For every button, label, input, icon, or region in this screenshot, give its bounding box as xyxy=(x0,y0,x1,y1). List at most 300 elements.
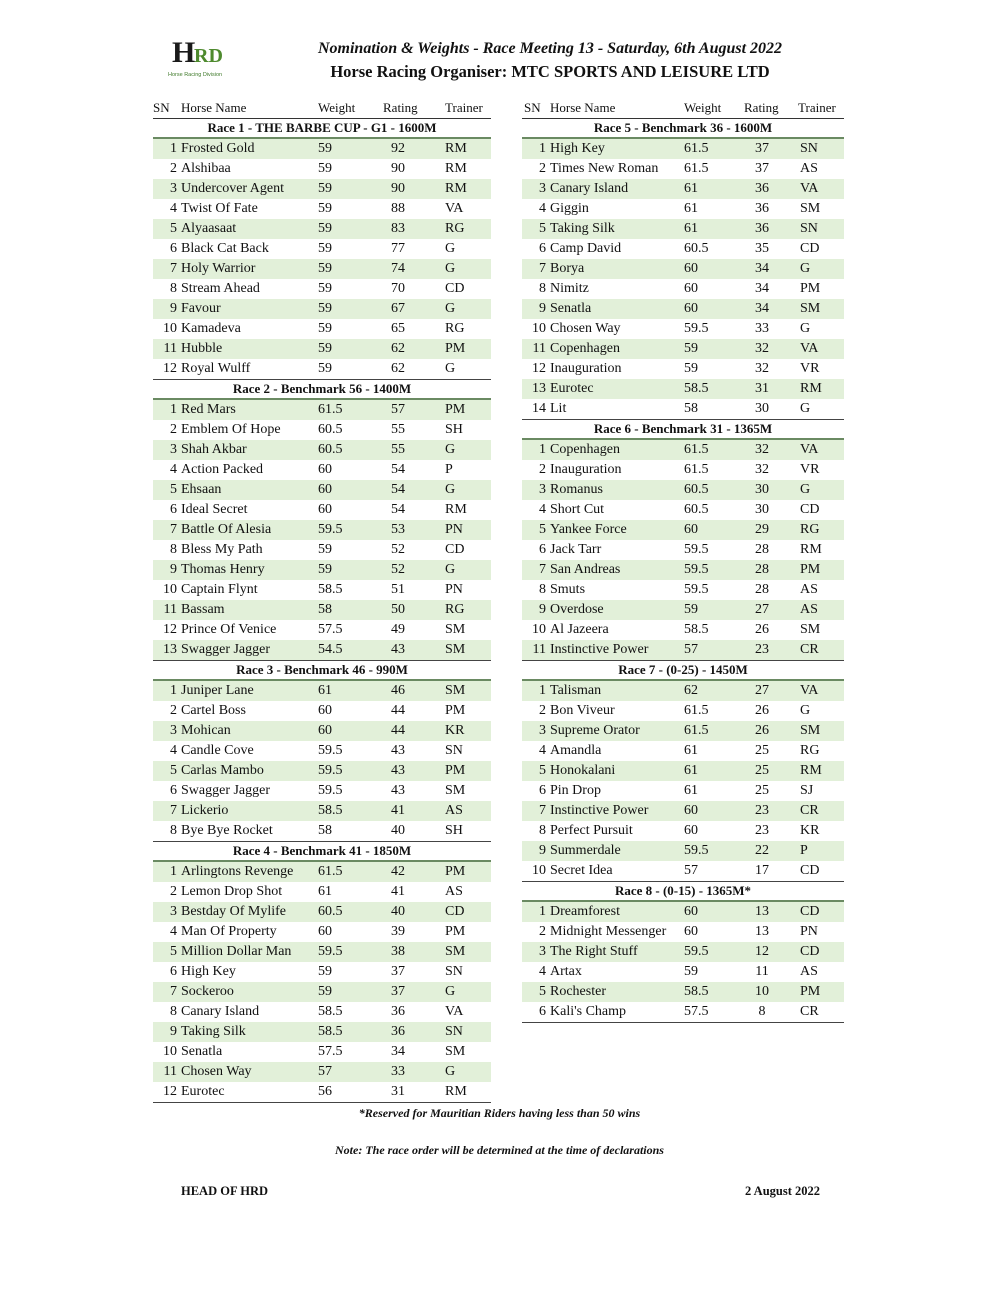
horse-name: Artax xyxy=(550,964,582,979)
rating: 92 xyxy=(391,141,405,156)
col-weight: Weight xyxy=(318,100,356,115)
rating: 40 xyxy=(391,823,405,838)
rating: 26 xyxy=(755,723,769,738)
rating: 31 xyxy=(391,1084,405,1099)
horse-name: Perfect Pursuit xyxy=(550,823,633,838)
runner-sn: 8 xyxy=(170,281,177,296)
runner-sn: 2 xyxy=(170,884,177,899)
trainer: SM xyxy=(800,301,821,316)
table-row xyxy=(153,922,491,942)
trainer: SH xyxy=(445,823,463,838)
horse-name: Bye Bye Rocket xyxy=(181,823,273,838)
logo-subtitle: Horse Racing Division xyxy=(168,72,223,78)
column-header xyxy=(153,98,491,119)
table-row xyxy=(153,259,491,279)
trainer: G xyxy=(800,482,811,497)
table-row xyxy=(522,1002,844,1023)
rating: 28 xyxy=(755,582,769,597)
horse-name: Black Cat Back xyxy=(181,241,269,256)
horse-name: Inauguration xyxy=(550,361,622,376)
runner-sn: 7 xyxy=(170,522,177,537)
rating: 37 xyxy=(755,141,769,156)
weight: 59 xyxy=(318,241,332,256)
rating: 54 xyxy=(391,462,405,477)
trainer: AS xyxy=(800,161,818,176)
trainer: SN xyxy=(445,1024,463,1039)
trainer: RM xyxy=(445,1084,467,1099)
table-row xyxy=(153,620,491,640)
table-row xyxy=(153,520,491,540)
table-row xyxy=(522,781,844,801)
rating: 25 xyxy=(755,783,769,798)
rating: 32 xyxy=(755,361,769,376)
horse-name: Eurotec xyxy=(550,381,594,396)
horse-name: The Right Stuff xyxy=(550,944,638,959)
runner-sn: 4 xyxy=(170,462,177,477)
runner-sn: 1 xyxy=(170,864,177,879)
weight: 58.5 xyxy=(684,622,709,637)
table-row xyxy=(153,821,491,842)
runner-sn: 12 xyxy=(163,622,177,637)
trainer: PM xyxy=(800,984,821,999)
rating: 8 xyxy=(758,1004,766,1019)
rating: 62 xyxy=(391,361,405,376)
runner-sn: 2 xyxy=(539,161,546,176)
table-row xyxy=(153,460,491,480)
rating: 25 xyxy=(755,763,769,778)
runner-sn: 1 xyxy=(170,683,177,698)
trainer: G xyxy=(800,321,811,336)
runner-sn: 8 xyxy=(539,823,546,838)
trainer: PN xyxy=(445,582,463,597)
trainer: RG xyxy=(800,743,820,758)
runner-sn: 2 xyxy=(170,422,177,437)
weight: 59.5 xyxy=(318,522,343,537)
weight: 59.5 xyxy=(318,743,343,758)
table-row xyxy=(153,199,491,219)
document-title: Nomination & Weights - Race Meeting 13 - Saturday, 6th August 2022 xyxy=(317,40,783,57)
horse-name: Canary Island xyxy=(181,1004,260,1019)
trainer: SN xyxy=(800,221,818,236)
weight: 60.5 xyxy=(318,904,343,919)
weight: 57 xyxy=(684,863,698,878)
horse-name: Bon Viveur xyxy=(550,703,615,718)
weight: 59 xyxy=(318,221,332,236)
table-row xyxy=(153,1022,491,1042)
horse-name: Talisman xyxy=(550,683,602,698)
runner-sn: 11 xyxy=(532,341,546,356)
table-row xyxy=(522,460,844,480)
runner-sn: 10 xyxy=(532,321,546,336)
horse-name: Amandla xyxy=(550,743,602,758)
table-row xyxy=(153,480,491,500)
race-order-note: Note: The race order will be determined at the time of declarations xyxy=(335,1143,664,1157)
rating: 57 xyxy=(391,402,405,417)
rating: 52 xyxy=(391,542,405,557)
table-row xyxy=(522,741,844,761)
rating: 30 xyxy=(755,502,769,517)
horse-name: Taking Silk xyxy=(550,221,615,236)
trainer: SM xyxy=(445,1044,466,1059)
rating: 34 xyxy=(755,261,769,276)
weight: 59 xyxy=(318,341,332,356)
weight: 62 xyxy=(684,683,698,698)
runner-sn: 5 xyxy=(170,221,177,236)
rating: 37 xyxy=(391,984,405,999)
document-date: 2 August 2022 xyxy=(745,1184,821,1198)
runner-sn: 4 xyxy=(539,201,546,216)
horse-name: Arlingtons Revenge xyxy=(181,864,294,879)
table-row xyxy=(522,259,844,279)
trainer: G xyxy=(445,1064,456,1079)
weight: 60 xyxy=(684,924,698,939)
weight: 59.5 xyxy=(318,783,343,798)
rating: 67 xyxy=(391,301,405,316)
col-rating: Rating xyxy=(383,100,418,115)
horse-name: Candle Cove xyxy=(181,743,254,758)
trainer: G xyxy=(445,241,456,256)
horse-name: Red Mars xyxy=(181,402,236,417)
horse-name: Chosen Way xyxy=(181,1064,252,1079)
col-trainer: Trainer xyxy=(445,100,483,115)
weight: 61.5 xyxy=(684,703,709,718)
runner-sn: 2 xyxy=(539,703,546,718)
horse-name: High Key xyxy=(550,141,605,156)
trainer: VA xyxy=(800,341,819,356)
horse-name: Cartel Boss xyxy=(181,703,246,718)
weight: 60.5 xyxy=(684,482,709,497)
table-row xyxy=(153,761,491,781)
trainer: G xyxy=(445,301,456,316)
rating: 30 xyxy=(755,401,769,416)
rating: 34 xyxy=(391,1044,405,1059)
rating: 53 xyxy=(391,522,405,537)
table-row xyxy=(522,982,844,1002)
weight: 54.5 xyxy=(318,642,343,657)
rating: 32 xyxy=(755,341,769,356)
rating: 10 xyxy=(755,984,769,999)
horse-name: Summerdale xyxy=(550,843,621,858)
horse-name: Alshibaa xyxy=(181,161,231,176)
horse-name: Thomas Henry xyxy=(181,562,265,577)
col-sn: SN xyxy=(153,100,170,115)
weight: 61.5 xyxy=(318,864,343,879)
trainer: SH xyxy=(445,422,463,437)
runner-sn: 5 xyxy=(539,522,546,537)
weight: 57.5 xyxy=(318,1044,343,1059)
race-title: Race 2 - Benchmark 56 - 1400M xyxy=(153,380,491,400)
weight: 60 xyxy=(318,502,332,517)
horse-name: Twist Of Fate xyxy=(181,201,258,216)
trainer: KR xyxy=(800,823,820,838)
table-row xyxy=(522,219,844,239)
trainer: RG xyxy=(445,221,465,236)
trainer: KR xyxy=(445,723,465,738)
horse-name: Jack Tarr xyxy=(550,542,602,557)
weight: 61.5 xyxy=(684,462,709,477)
runner-sn: 13 xyxy=(163,642,177,657)
trainer: RM xyxy=(445,502,467,517)
rating: 37 xyxy=(755,161,769,176)
rating: 25 xyxy=(755,743,769,758)
table-row xyxy=(153,400,491,420)
rating: 90 xyxy=(391,161,405,176)
runner-sn: 3 xyxy=(539,944,546,959)
rating: 35 xyxy=(755,241,769,256)
table-row xyxy=(522,580,844,600)
rating: 42 xyxy=(391,864,405,879)
table-row xyxy=(153,299,491,319)
rating: 36 xyxy=(755,181,769,196)
rating: 38 xyxy=(391,944,405,959)
table-row xyxy=(522,841,844,861)
weight: 59.5 xyxy=(684,843,709,858)
weight: 61 xyxy=(318,884,332,899)
runner-sn: 10 xyxy=(532,863,546,878)
horse-name: Bassam xyxy=(181,602,225,617)
horse-name: Battle Of Alesia xyxy=(181,522,272,537)
trainer: G xyxy=(445,482,456,497)
rating: 49 xyxy=(391,622,405,637)
race-title: Race 1 - THE BARBE CUP - G1 - 1600M xyxy=(153,119,491,139)
weight: 57 xyxy=(684,642,698,657)
trainer: RM xyxy=(445,161,467,176)
runner-sn: 5 xyxy=(170,944,177,959)
table-row xyxy=(153,179,491,199)
table-row xyxy=(522,500,844,520)
rating: 36 xyxy=(391,1024,405,1039)
runner-sn: 6 xyxy=(170,241,177,256)
trainer: CR xyxy=(800,642,819,657)
rating: 12 xyxy=(755,944,769,959)
weight: 58.5 xyxy=(318,803,343,818)
trainer: RG xyxy=(800,522,820,537)
weight: 59 xyxy=(684,341,698,356)
weight: 58.5 xyxy=(684,381,709,396)
table-row xyxy=(153,962,491,982)
horse-name: Ehsaan xyxy=(181,482,222,497)
weight: 59 xyxy=(318,181,332,196)
horse-name: Copenhagen xyxy=(550,442,620,457)
weight: 58 xyxy=(318,602,332,617)
runner-sn: 11 xyxy=(532,642,546,657)
col-horse-name: Horse Name xyxy=(550,100,616,115)
trainer: SM xyxy=(800,723,821,738)
rating: 41 xyxy=(391,803,405,818)
table-row xyxy=(153,339,491,359)
rating: 55 xyxy=(391,442,405,457)
trainer: RM xyxy=(800,381,822,396)
rating: 54 xyxy=(391,482,405,497)
table-row xyxy=(153,701,491,721)
horse-name: Borya xyxy=(550,261,585,276)
trainer: PM xyxy=(445,341,466,356)
runner-sn: 6 xyxy=(170,783,177,798)
horse-name: Undercover Agent xyxy=(181,181,285,196)
rating: 34 xyxy=(755,301,769,316)
trainer: CD xyxy=(445,904,465,919)
weight: 60 xyxy=(684,522,698,537)
table-row xyxy=(522,199,844,219)
weight: 61 xyxy=(684,783,698,798)
trainer: SN xyxy=(445,743,463,758)
weight: 59.5 xyxy=(318,763,343,778)
runner-sn: 12 xyxy=(163,361,177,376)
runner-sn: 4 xyxy=(539,743,546,758)
horse-name: Mohican xyxy=(181,723,231,738)
runner-sn: 10 xyxy=(163,582,177,597)
table-row xyxy=(522,520,844,540)
horse-name: Rochester xyxy=(550,984,606,999)
rating: 27 xyxy=(755,602,769,617)
rating: 33 xyxy=(755,321,769,336)
horse-name: Eurotec xyxy=(181,1084,225,1099)
table-row xyxy=(153,540,491,560)
runner-sn: 4 xyxy=(170,743,177,758)
table-row xyxy=(153,279,491,299)
weight: 58.5 xyxy=(318,1004,343,1019)
race-title: Race 6 - Benchmark 31 - 1365M xyxy=(522,420,844,440)
weight: 61 xyxy=(318,683,332,698)
rating: 40 xyxy=(391,904,405,919)
horse-name: Juniper Lane xyxy=(181,683,254,698)
trainer: CR xyxy=(800,803,819,818)
column-header xyxy=(522,98,844,119)
rating: 77 xyxy=(391,241,405,256)
race-title: Race 3 - Benchmark 46 - 990M xyxy=(153,661,491,681)
runner-sn: 8 xyxy=(539,582,546,597)
rating: 44 xyxy=(391,703,405,718)
table-row xyxy=(522,681,844,701)
weight: 59 xyxy=(318,141,332,156)
trainer: SM xyxy=(800,201,821,216)
rating: 46 xyxy=(391,683,405,698)
table-row xyxy=(153,640,491,661)
table-row xyxy=(522,620,844,640)
runner-sn: 5 xyxy=(539,763,546,778)
weight: 61.5 xyxy=(684,723,709,738)
weight: 60 xyxy=(684,803,698,818)
runner-sn: 14 xyxy=(532,401,546,416)
table-row xyxy=(522,801,844,821)
horse-name: Senatla xyxy=(550,301,592,316)
trainer: SN xyxy=(445,964,463,979)
runner-sn: 9 xyxy=(170,301,177,316)
runner-sn: 6 xyxy=(170,502,177,517)
race-title: Race 5 - Benchmark 36 - 1600M xyxy=(522,119,844,139)
table-row xyxy=(153,500,491,520)
trainer: P xyxy=(445,462,453,477)
horse-name: Kali's Champ xyxy=(550,1004,627,1019)
rating: 43 xyxy=(391,743,405,758)
runner-sn: 6 xyxy=(539,542,546,557)
weight: 60 xyxy=(684,823,698,838)
horse-name: Secret Idea xyxy=(550,863,613,878)
runner-sn: 9 xyxy=(170,562,177,577)
weight: 60.5 xyxy=(684,502,709,517)
trainer: SM xyxy=(445,783,466,798)
table-row xyxy=(522,821,844,841)
weight: 60 xyxy=(318,482,332,497)
table-row xyxy=(522,761,844,781)
runner-sn: 7 xyxy=(170,803,177,818)
runner-sn: 7 xyxy=(539,562,546,577)
rating: 29 xyxy=(755,522,769,537)
trainer: PM xyxy=(445,703,466,718)
horse-name: Times New Roman xyxy=(550,161,659,176)
trainer: CD xyxy=(800,944,820,959)
trainer: AS xyxy=(800,964,818,979)
trainer: SN xyxy=(800,141,818,156)
rating: 17 xyxy=(755,863,769,878)
weight: 60 xyxy=(318,703,332,718)
trainer: G xyxy=(445,562,456,577)
left-column-table xyxy=(153,98,491,1103)
runner-sn: 12 xyxy=(532,361,546,376)
weight: 59 xyxy=(684,964,698,979)
trainer: CD xyxy=(445,281,465,296)
table-row xyxy=(522,159,844,179)
horse-name: Al Jazeera xyxy=(550,622,609,637)
rating: 43 xyxy=(391,783,405,798)
table-row xyxy=(522,239,844,259)
weight: 60 xyxy=(318,723,332,738)
horse-name: Action Packed xyxy=(181,462,264,477)
trainer: SM xyxy=(445,642,466,657)
weight: 59.5 xyxy=(684,542,709,557)
weight: 60.5 xyxy=(684,241,709,256)
rating: 27 xyxy=(755,683,769,698)
runner-sn: 7 xyxy=(539,261,546,276)
rating: 11 xyxy=(755,964,769,979)
race-title: Race 8 - (0-15) - 1365M* xyxy=(522,882,844,902)
table-row xyxy=(153,239,491,259)
trainer: PN xyxy=(800,924,818,939)
weight: 59 xyxy=(318,562,332,577)
runner-sn: 2 xyxy=(170,161,177,176)
horse-name: Copenhagen xyxy=(550,341,620,356)
weight: 59 xyxy=(318,964,332,979)
table-row xyxy=(153,580,491,600)
horse-name: Canary Island xyxy=(550,181,629,196)
rating: 70 xyxy=(391,281,405,296)
rating: 83 xyxy=(391,221,405,236)
trainer: AS xyxy=(445,884,463,899)
table-row xyxy=(153,159,491,179)
trainer: PM xyxy=(445,763,466,778)
runner-sn: 9 xyxy=(539,301,546,316)
horse-name: Romanus xyxy=(550,482,603,497)
horse-name: Chosen Way xyxy=(550,321,621,336)
weight: 61 xyxy=(684,181,698,196)
horse-name: Hubble xyxy=(181,341,223,356)
weight: 59.5 xyxy=(684,562,709,577)
weight: 59 xyxy=(318,321,332,336)
horse-name: San Andreas xyxy=(550,562,621,577)
table-row xyxy=(153,1042,491,1062)
weight: 58 xyxy=(684,401,698,416)
rating: 51 xyxy=(391,582,405,597)
horse-name: Shah Akbar xyxy=(181,442,247,457)
weight: 59 xyxy=(318,984,332,999)
rating: 28 xyxy=(755,542,769,557)
horse-name: Supreme Orator xyxy=(550,723,640,738)
trainer: VA xyxy=(800,683,819,698)
table-row xyxy=(153,942,491,962)
weight: 61 xyxy=(684,201,698,216)
horse-name: Stream Ahead xyxy=(181,281,260,296)
table-row xyxy=(522,139,844,159)
